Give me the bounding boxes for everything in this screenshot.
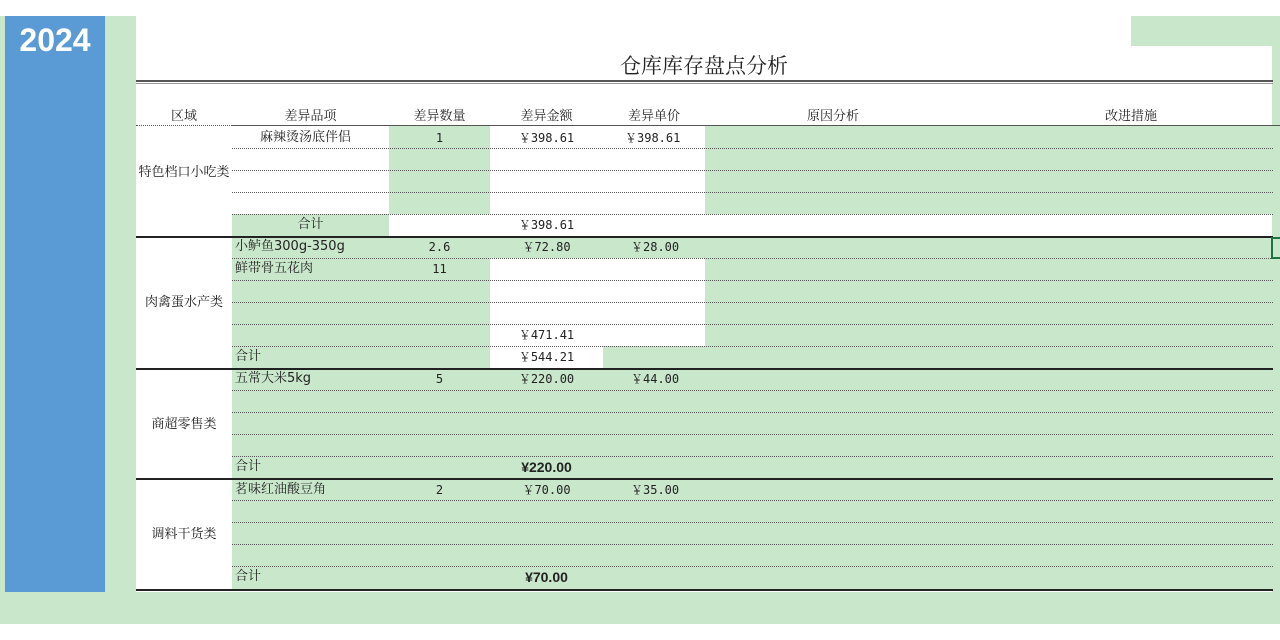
row-divider xyxy=(232,302,1273,303)
group-divider xyxy=(136,368,1273,370)
item-cell: 麻辣烫汤底伴侣 xyxy=(260,130,352,145)
header-item: 差异品项 xyxy=(232,108,389,126)
amount-cell: ￥398.61 xyxy=(518,131,575,145)
group-divider xyxy=(136,236,1273,238)
selected-cell-marker[interactable] xyxy=(1271,237,1280,259)
header-qty: 差异数量 xyxy=(389,108,490,126)
region-label: 调料干货类 xyxy=(151,527,217,542)
page-title: 仓库库存盘点分析 xyxy=(620,54,788,78)
header-region: 区域 xyxy=(136,108,232,126)
amount-cell: ￥471.41 xyxy=(518,328,575,342)
row-divider xyxy=(232,544,1273,545)
total-amount: ¥70.00 xyxy=(525,569,568,585)
year-label: 2024 xyxy=(19,22,91,58)
header-improve: 改进措施 xyxy=(961,108,1280,126)
bottom-margin-fill xyxy=(0,592,1280,624)
unit-price-cell: ￥44.00 xyxy=(631,372,680,386)
title-rule xyxy=(136,80,1273,82)
header-reason: 原因分析 xyxy=(705,108,961,126)
row-divider xyxy=(232,170,1273,171)
amount-cell: ￥70.00 xyxy=(522,483,571,497)
qty-cell: 2.6 xyxy=(428,240,451,254)
total-label: 合计 xyxy=(235,459,262,474)
row-divider xyxy=(232,192,1273,193)
item-cell: 小鲈鱼300g-350g xyxy=(235,239,345,254)
row-divider xyxy=(232,412,1273,413)
row-divider xyxy=(232,456,1273,457)
row-divider xyxy=(232,148,1273,149)
table-bottom-rule xyxy=(136,589,1273,591)
row-divider xyxy=(232,434,1273,435)
row-divider xyxy=(232,566,1273,567)
qty-cell: 11 xyxy=(432,262,447,276)
top-right-fill xyxy=(1131,16,1280,46)
unit-price-cell: ￥35.00 xyxy=(631,483,680,497)
row-divider xyxy=(232,324,1273,325)
row-divider xyxy=(232,214,1273,215)
total-label: 合计 xyxy=(297,217,324,232)
item-cell: 五常大米5kg xyxy=(235,371,312,386)
item-cell: 茗味红油酸豆角 xyxy=(235,482,327,497)
item-cell: 鲜带骨五花肉 xyxy=(235,261,314,276)
right-edge-fill xyxy=(1272,46,1280,592)
total-amount: ￥544.21 xyxy=(518,350,575,364)
group-divider xyxy=(136,478,1273,480)
row-divider xyxy=(232,500,1273,501)
total-label: 合计 xyxy=(235,569,262,584)
title-rule-thin xyxy=(136,83,1273,84)
region-label: 商超零售类 xyxy=(151,417,217,432)
total-amount: ¥220.00 xyxy=(521,459,572,475)
row-divider xyxy=(232,346,1273,347)
amount-cell: ￥220.00 xyxy=(518,372,575,386)
region-label: 肉禽蛋水产类 xyxy=(144,295,223,310)
unit-price-cell: ￥28.00 xyxy=(631,240,680,254)
total-amount: ￥398.61 xyxy=(518,218,575,232)
row-divider xyxy=(232,258,1273,259)
year-bar xyxy=(5,16,105,592)
unit-price-cell: ￥398.61 xyxy=(625,131,681,145)
row-divider xyxy=(232,280,1273,281)
row-divider xyxy=(232,390,1273,391)
header-amount: 差异金额 xyxy=(490,108,603,126)
qty-cell: 2 xyxy=(435,483,444,497)
qty-cell: 5 xyxy=(435,372,444,386)
region-label: 特色档口小吃类 xyxy=(138,165,230,180)
total-label: 合计 xyxy=(235,349,262,364)
amount-cell: ￥72.80 xyxy=(522,240,571,254)
header-unit-price: 差异单价 xyxy=(603,108,705,126)
qty-cell: 1 xyxy=(435,131,444,145)
row-divider xyxy=(232,522,1273,523)
